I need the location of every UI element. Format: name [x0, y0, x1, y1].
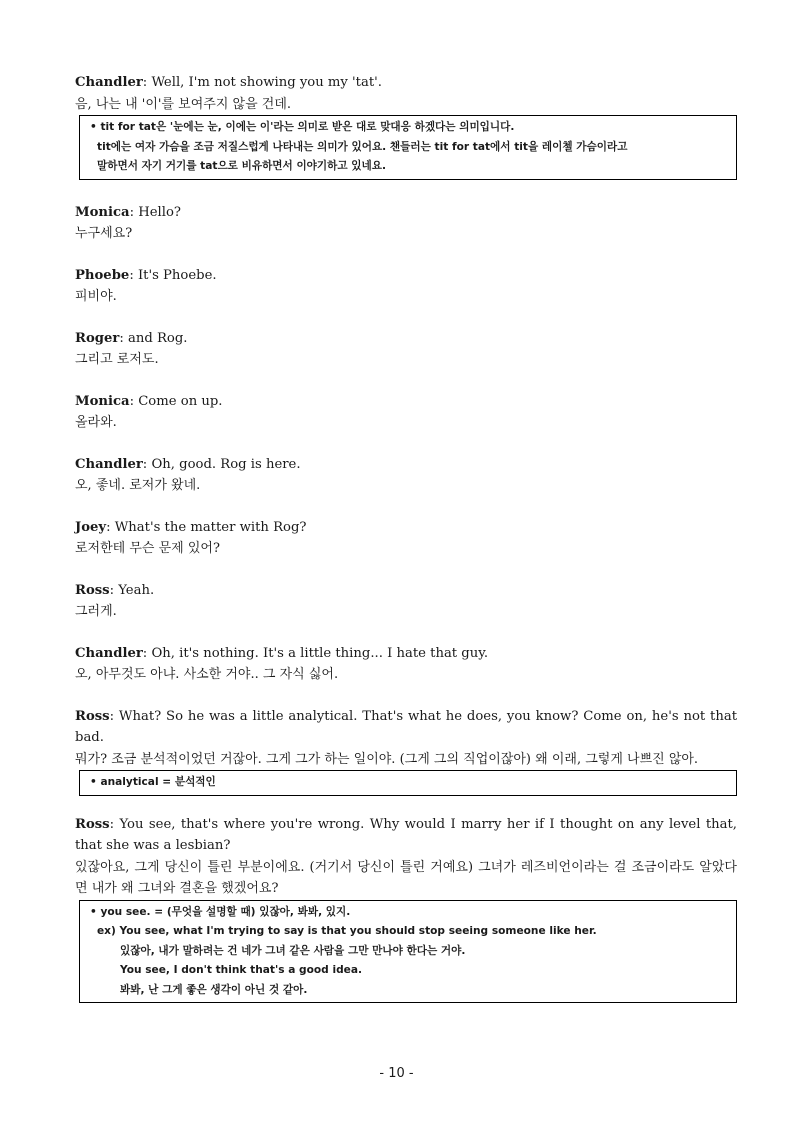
note-line: • tit for tat은 '눈에는 눈, 이에는 이'라는 의미로 받은 대로 맞대응 하겠다는 의미입니다. — [90, 121, 515, 133]
english-line: and Rog. — [127, 330, 188, 346]
speaker-name: Monica — [75, 393, 130, 409]
speaker-name: Ross — [75, 582, 110, 598]
dialogue-block: Roger: and Rog. 그리고 로저도. — [75, 328, 737, 371]
note-line: 말하면서 자기 거기를 tat으로 비유하면서 이야기하고 있네요. — [97, 160, 387, 172]
english-line: What? So he was a little analytical. That's what he does, you know? Come on, he's not that bad. — [75, 708, 737, 745]
note-box — [79, 115, 737, 180]
note-line: ex) You see, what I'm trying to say is that you should stop seeing someone like her. — [97, 925, 597, 937]
korean-line: 피비야. — [75, 289, 117, 304]
note-line: • analytical = 분석적인 — [90, 776, 216, 788]
speaker-name: Chandler — [75, 75, 143, 90]
note-line: 있잖아, 내가 말하려는 건 네가 그녀 같은 사람을 그만 만나야 한다는 거야. — [120, 944, 466, 957]
english-line: What's the matter with Rog? — [114, 519, 307, 535]
speaker-name: Ross — [75, 708, 110, 724]
dialogue-block: Ross: Yeah. 그러게. — [75, 580, 737, 623]
dialogue-block: Phoebe: It's Phoebe. 피비야. — [75, 265, 737, 308]
dialogue-block: Monica: Hello? 누구세요? — [75, 202, 737, 245]
speaker-name: Phoebe — [75, 267, 130, 283]
english-line: It's Phoebe. — [137, 267, 217, 283]
document-body — [75, 72, 737, 1023]
korean-line: 음, 나는 내 '이'를 보여주지 않을 건데. — [75, 96, 292, 112]
english-line: You see, that's where you're wrong. Why would I marry her if I thought on any level that, that she was a lesbian? — [75, 816, 737, 853]
english-line: Come on up. — [138, 393, 223, 409]
note-line: 봐봐, 난 그게 좋은 생각이 아닌 것 같아. — [120, 983, 308, 996]
english-line: Oh, it's nothing. It's a little thing... I hate that guy. — [151, 645, 489, 661]
korean-line: 올라와. — [75, 415, 117, 430]
dialogue-block: Chandler: Oh, good. Rog is here. 오, 좋네. 로저가 왔네. — [75, 454, 737, 497]
dialogue-block: Ross: What? So he was a little analytical. That's what he does, you know? Come on, he's not that bad. 뭐가? 조금 분석적이었던 거잖아. 그게 그가 하는 일이야. (그게 그의 직업이잖아) 왜 이래, 그렇게 나쁘진 않아. • analytical = 분석적인 — [75, 706, 737, 796]
english-line: Hello? — [138, 204, 181, 220]
page-number: - 10 - — [379, 1066, 414, 1081]
korean-line: 오, 아무것도 아냐. 사소한 거야.. 그 자식 싫어. — [75, 667, 339, 682]
dialogue-block: Monica: Come on up. 올라와. — [75, 391, 737, 434]
english-line: Well, I'm not showing you my 'tat'. — [151, 75, 382, 90]
speaker-name: Roger — [75, 330, 120, 346]
speaker-name: Ross — [75, 816, 110, 832]
speaker-name: Joey — [75, 519, 107, 535]
note-line: • you see. = (무엇을 설명할 때) 있잖아, 봐봐, 있지. — [90, 905, 351, 918]
dialogue-block: Chandler: Oh, it's nothing. It's a little thing... I hate that guy. 오, 아무것도 아냐. 사소한 거야.. 그 자식 싫어. — [75, 643, 737, 686]
note-line: tit에는 여자 가슴을 조금 저질스럽게 나타내는 의미가 있어요. 챈들러는 tit for tat에서 tit을 레이첼 가슴이라고 — [97, 140, 628, 153]
korean-line: 누구세요? — [75, 226, 133, 241]
korean-line: 뭐가? 조금 분석적이었던 거잖아. 그게 그가 하는 일이야. (그게 그의 직업이잖아) 왜 이래, 그렇게 나쁘진 않아. — [75, 751, 699, 767]
dialogue-block: Chandler: Well, I'm not showing you my 'tat'. 음, 나는 내 '이'를 보여주지 않을 건데. • tit for tat은 '눈에는 눈, 이에는 이'라는 의미로 받은 대로 맞대응 하겠다는 의미입니다. tit에는 여자 가슴을 조금 저질스럽게 나타내는 의미가 있어요. 챈들러는 tit for tat에서 tit을 레이첼 가슴이라고 말하면서 자기 거기를 tat으로 비유하면서 이야기하고 있네요. — [75, 72, 737, 180]
note-box — [79, 770, 737, 796]
dialogue-block: Joey: What's the matter with Rog? 로저한테 무슨 문제 있어? — [75, 517, 737, 560]
korean-line: 그러게. — [75, 604, 117, 619]
note-line: You see, I don't think that's a good idea. — [120, 964, 363, 976]
korean-line: 오, 좋네. 로저가 왔네. — [75, 478, 201, 493]
note-box — [79, 900, 737, 1004]
speaker-name: Chandler — [75, 456, 143, 472]
korean-line: 있잖아요, 그게 당신이 틀린 부분이에요. (거기서 당신이 틀린 거예요) 그녀가 레즈비언이라는 걸 조금이라도 알았다면 내가 왜 그녀와 결혼을 했겠어요? — [75, 859, 737, 896]
english-line: Oh, good. Rog is here. — [151, 456, 301, 472]
dialogue-block: Ross: You see, that's where you're wrong. Why would I marry her if I thought on any level that, that she was a lesbian? 있잖아요, 그게 당신이 틀린 부분이에요. (거기서 당신이 틀린 거예요) 그녀가 레즈비언이라는 걸 조금이라도 알았다면 내가 왜 그녀와 결혼을 했겠어요? • you see. = (무엇을 설명할 때) 있잖아, 봐봐, 있지. ex) You see, what I'm trying to say is that you should stop seeing someone like her. 있잖아, 내가 말하려는 건 네가 그녀 같은 사람을 그만 만나야 한다는 거야. You see, I don't think that's a good idea. 봐봐, 난 그게 좋은 생각이 아닌 것 같아. — [75, 814, 737, 1004]
speaker-name: Chandler — [75, 645, 143, 661]
korean-line: 로저한테 무슨 문제 있어? — [75, 541, 220, 556]
speaker-name: Monica — [75, 204, 130, 220]
english-line: Yeah. — [118, 582, 155, 598]
korean-line: 그리고 로저도. — [75, 352, 159, 367]
